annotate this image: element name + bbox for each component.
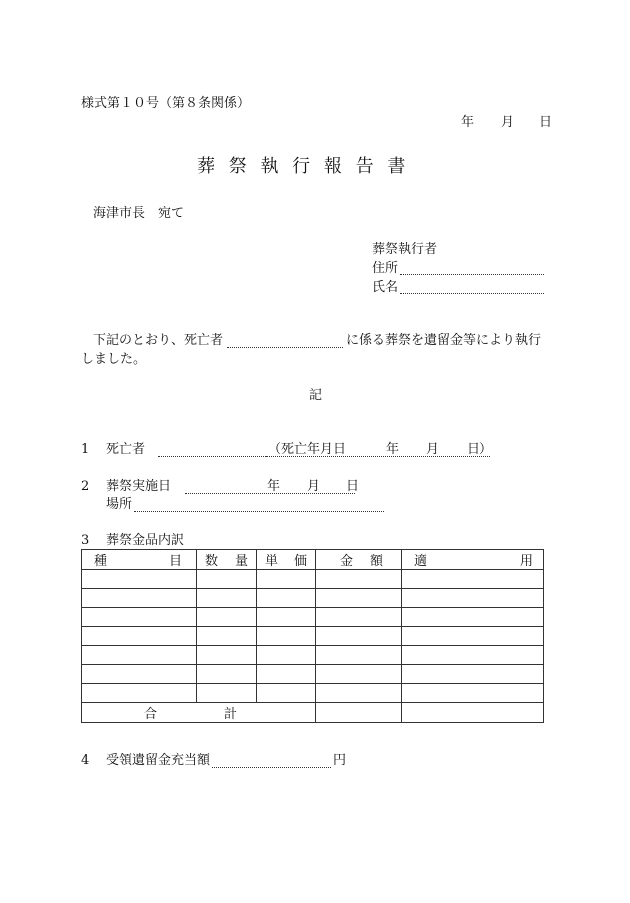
date-year-label: 年 <box>461 115 475 130</box>
item4-number: 4 <box>81 753 90 768</box>
table-header-row <box>82 550 544 570</box>
table-total-row <box>82 703 544 723</box>
item2-number: 2 <box>81 479 90 494</box>
total-remarks-cell[interactable] <box>402 703 544 723</box>
item1-death-date-field[interactable] <box>266 456 490 457</box>
table-row <box>82 665 544 684</box>
address-label: 住所 <box>372 261 399 276</box>
total-amount-cell[interactable] <box>316 703 402 723</box>
item1-day-label: 日 <box>467 442 481 457</box>
header-remarks: 適 用 <box>402 550 544 570</box>
item4-unit: 円 <box>333 753 347 768</box>
item3-label: 葬祭金品内訳 <box>106 533 185 548</box>
table-row <box>82 589 544 608</box>
item4-amount-field[interactable] <box>212 767 331 768</box>
deceased-name-field[interactable] <box>227 347 343 348</box>
body-text-part2: に係る葬祭を遺留金等により執行 <box>346 333 542 348</box>
header-amount: 金 額 <box>316 550 402 570</box>
body-text-part1: 下記のとおり、死亡者 <box>93 333 224 348</box>
table-row <box>82 608 544 627</box>
page-title: 葬 祭 執 行 報 告 書 <box>197 156 410 177</box>
item1-label: 死亡者 <box>106 442 146 457</box>
table-row <box>82 570 544 589</box>
item2-place-field[interactable] <box>134 511 384 512</box>
total-label: 合 計 <box>82 703 316 723</box>
item1-death-date-label: （死亡年月日 <box>268 442 347 457</box>
ki-heading: 記 <box>309 388 323 403</box>
item1-month-label: 月 <box>426 442 440 457</box>
item2-month-label: 月 <box>307 479 321 494</box>
form-number: 様式第１０号（第８条関係） <box>81 96 251 111</box>
item1-deceased-field[interactable] <box>158 456 266 457</box>
header-quantity: 数 量 <box>197 550 257 570</box>
item3-number: 3 <box>81 533 90 548</box>
item2-year-label: 年 <box>267 479 281 494</box>
date-month-label: 月 <box>501 115 515 130</box>
item2-label: 葬祭実施日 <box>106 479 172 494</box>
name-label: 氏名 <box>372 280 399 295</box>
address-field[interactable] <box>400 274 544 275</box>
item2-day-label: 日 <box>346 479 360 494</box>
body-text-part3: しました。 <box>81 352 147 367</box>
breakdown-table <box>81 549 544 723</box>
item2-place-label: 場所 <box>106 497 133 512</box>
date-day-label: 日 <box>539 115 553 130</box>
header-unit-price: 単 価 <box>257 550 316 570</box>
applicant-heading: 葬祭執行者 <box>372 242 438 257</box>
header-kind: 種 目 <box>82 550 197 570</box>
name-field[interactable] <box>400 293 544 294</box>
addressee: 海津市長 宛て <box>93 206 185 221</box>
table-row <box>82 646 544 665</box>
item1-number: 1 <box>81 442 90 457</box>
table-row <box>82 684 544 703</box>
item1-year-label: 年 <box>386 442 400 457</box>
item1-close-paren: ） <box>479 442 493 457</box>
table-row <box>82 627 544 646</box>
item4-label: 受領遺留金充当額 <box>106 753 211 768</box>
